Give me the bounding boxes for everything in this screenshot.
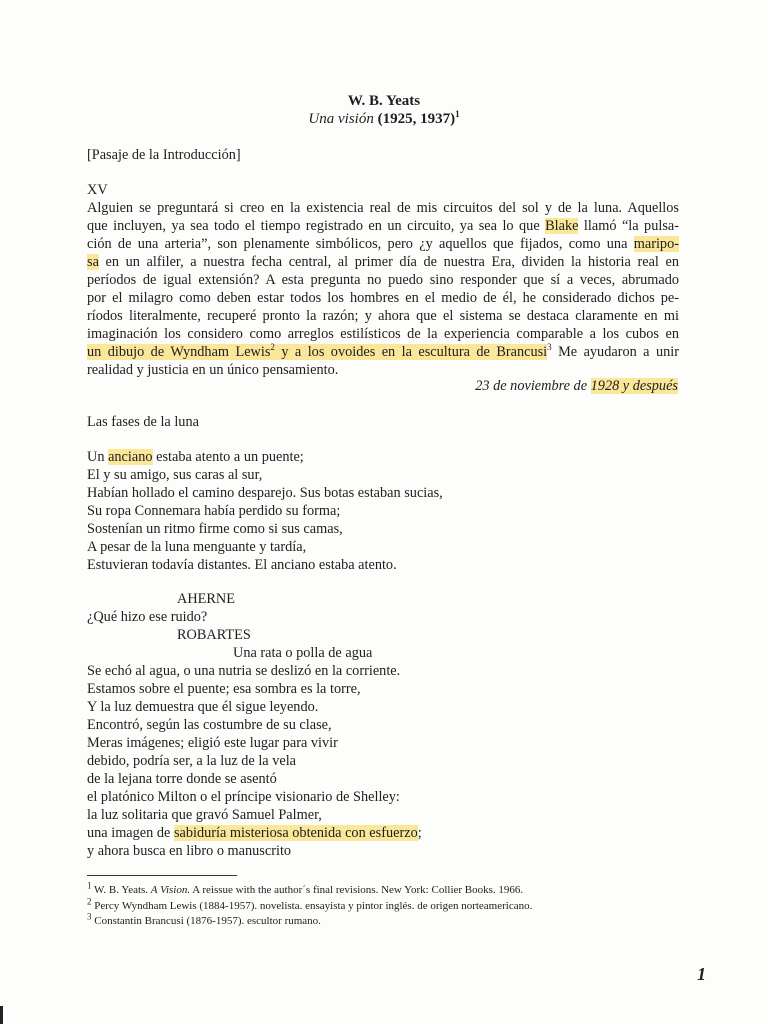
poem-line: Meras imágenes; eligió este lugar para vivir (87, 735, 338, 751)
text-run: 23 de noviembre de (475, 378, 591, 394)
text-run: Me ayudaron a unir (551, 344, 679, 360)
poem-line: Y la luz demuestra que él sigue leyendo. (87, 699, 319, 715)
poem-line: A pesar de la luna menguante y tardía, (87, 539, 307, 555)
footnote-1 (87, 880, 524, 897)
poem-line: Su ropa Connemara había perdido su forma; (87, 503, 341, 519)
poem-line: Estuvieran todavía distantes. El anciano estaba atento. (87, 557, 397, 573)
paragraph-line: ríodos literalmente, recuperé pronto la razón; y ahora que el sistema se destaca claramente en mi (87, 308, 679, 324)
poem-title: Las fases de la luna (87, 414, 199, 430)
section-label: [Pasaje de la Introducción] (87, 147, 241, 163)
poem-line: Encontró, según las costumbre de su clase, (87, 717, 332, 733)
footnote-3 (87, 911, 321, 928)
work-years: (1925, 1937) (377, 111, 456, 127)
text-run: ción de una arteria”, son plenamente simbólicos, pero ¿y aquellos que fijados, como una (87, 236, 634, 252)
poem-line (87, 448, 304, 466)
paragraph-line (87, 253, 679, 271)
poem-line: Estamos sobre el puente; esa sombra es la torre, (87, 681, 361, 697)
footnote-divider (87, 875, 237, 876)
poem-line: debido, podría ser, a la luz de la vela (87, 753, 297, 769)
footnote-ref-3: 3 (547, 342, 552, 353)
speaker-robartes: ROBARTES (177, 627, 251, 643)
highlight-sabiduria: sabiduría misteriosa obtenida con esfuerzo (173, 825, 418, 841)
dialogue-line: Una rata o polla de agua (233, 645, 373, 661)
text-run: en un alfiler, a nuestra fecha central, al primer día de nuestra Era, dividen la historia real en (98, 254, 679, 270)
paragraph-line (87, 217, 679, 235)
paragraph-line: períodos de igual extensión? A esta pregunta no puedo sino responder que sí a veces, abrumado (87, 272, 679, 288)
footnote-number: 3 (87, 911, 92, 922)
text-run: una imagen de (87, 825, 174, 841)
text-run: ; (417, 825, 422, 841)
speaker-aherne: AHERNE (177, 591, 235, 607)
footnote-2 (87, 896, 533, 913)
footnote-ref-1: 1 (455, 109, 460, 119)
scan-edge-mark (0, 1006, 3, 1024)
text-run: A Vision. (150, 884, 191, 896)
highlight-mariposa: maripo- (633, 236, 679, 252)
poem-line: el platónico Milton o el príncipe visionario de Shelley: (87, 789, 400, 805)
text-run: estaba atento a un puente; (152, 449, 304, 465)
text-run: W. B. Yeats. (91, 884, 151, 896)
text-run: y después (619, 378, 678, 394)
page-number: 1 (697, 964, 706, 984)
section-numeral: XV (87, 182, 108, 198)
poem-line (87, 824, 422, 842)
work-name: Una visión (308, 111, 374, 127)
footnote-ref-2: 2 (270, 342, 275, 353)
highlight-date (591, 378, 678, 394)
text-run: un dibujo de Wyndham Lewis (87, 344, 271, 360)
paragraph-line: realidad y justicia en un único pensamiento. (87, 362, 339, 378)
poem-line: Sostenían un ritmo firme como si sus camas, (87, 521, 343, 537)
poem-line: Se echó al agua, o una nutria se deslizó en la corriente. (87, 663, 401, 679)
text-run: 1928 (590, 378, 620, 394)
highlight-anciano: anciano (108, 449, 153, 465)
work-title (0, 111, 768, 128)
poem-line: y ahora busca en libro o manuscrito (87, 843, 292, 859)
footnote-number: 2 (87, 896, 92, 907)
highlight-mariposa-end: sa (87, 254, 99, 270)
text-run: y a los ovoides en la escultura de Brancusi (274, 344, 548, 360)
date-line (475, 378, 678, 395)
paragraph-line: imaginación los considero como arreglos estilísticos de la experiencia comparable a los cubos en (87, 326, 679, 342)
paragraph-line: Alguien se preguntará si creo en la existencia real de mis circuitos del sol y de la luna. Aquellos (87, 200, 679, 216)
text-run: que incluyen, ya sea todo el tiempo registrado en un circuito, ya sea lo que (87, 218, 546, 234)
text-run: Percy Wyndham Lewis (1884-1957). novelista. ensayista y pintor inglés. de origen norteamericano. (91, 900, 533, 912)
poem-line: El y su amigo, sus caras al sur, (87, 467, 263, 483)
dialogue-line: ¿Qué hizo ese ruido? (87, 609, 208, 625)
paragraph-line (87, 235, 679, 253)
text-run: llamó “la pulsa- (578, 218, 679, 234)
highlight-blake: Blake (545, 218, 579, 234)
footnote-number: 1 (87, 880, 92, 891)
text-run: A reissue with the author´s final revisions. New York: Collier Books. 1966. (190, 884, 524, 896)
highlight-lewis-brancusi (87, 344, 547, 360)
text-run: Constantin Brancusi (1876-1957). escultor rumano. (91, 915, 321, 927)
poem-line: Habían hollado el camino desparejo. Sus botas estaban sucias, (87, 485, 443, 501)
paragraph-line: por el milagro como deben estar todos los hombres en el medio de él, he considerado dichos pe- (87, 290, 679, 306)
text-run: Un (87, 449, 109, 465)
poem-line: de la lejana torre donde se asentó (87, 771, 277, 787)
poem-line: la luz solitaria que gravó Samuel Palmer, (87, 807, 322, 823)
author-heading: W. B. Yeats (347, 93, 421, 109)
paragraph-line (87, 343, 679, 361)
